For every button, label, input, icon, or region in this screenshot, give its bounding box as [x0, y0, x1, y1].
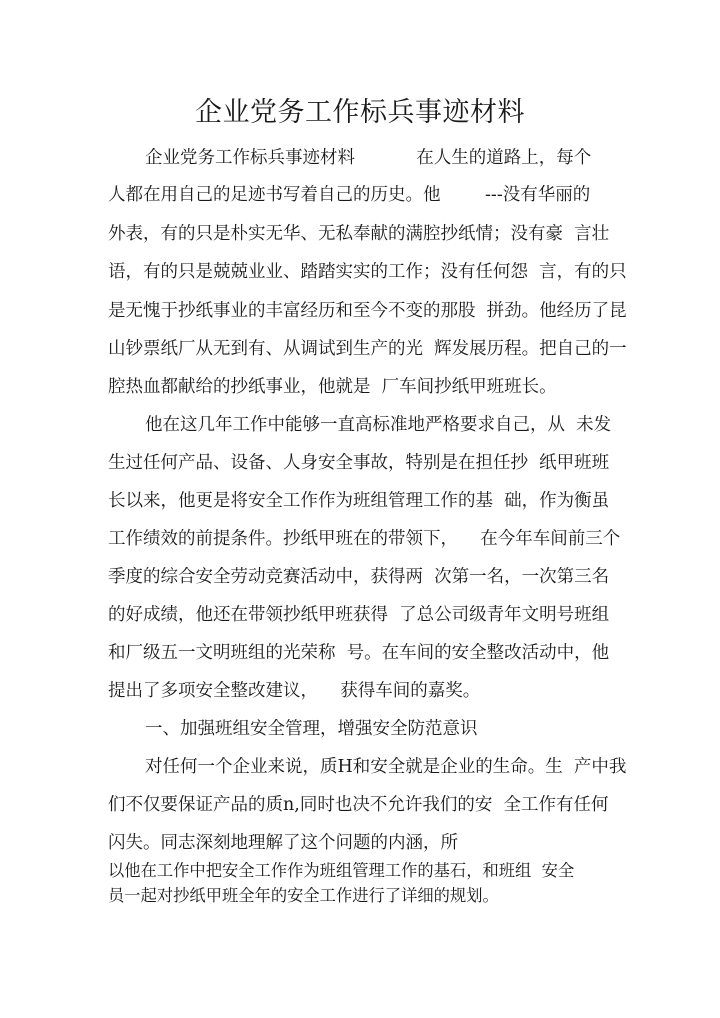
text-line: 季度的综合安全劳动竞赛活动中，获得两 次第一名，一次第三名	[108, 567, 610, 587]
text-line: 是无愧于抄纸事业的丰富经历和至今不变的那股 拼劲。他经历了昆	[108, 301, 627, 321]
text-line: 人都在用自己的足迹书写着自己的历史。他 ---没有华丽的	[108, 185, 591, 205]
text-line: 腔热血都献给的抄纸事业，他就是 厂车间抄纸甲班班长。	[108, 377, 557, 397]
text-line: 的好成绩，他还在带领抄纸甲班获得 了总公司级青年文明号班组	[108, 605, 610, 625]
text-line: 企业党务工作标兵事迹材料 在人生的道路上，每个	[145, 148, 592, 168]
text-line: 语，有的只是兢兢业业、踏踏实实的工作；没有任何怨 言，有的只	[108, 262, 627, 282]
text-line: 提出了多项安全整改建议， 获得车间的嘉奖。	[108, 681, 481, 701]
text-line: 员一起对抄纸甲班全年的安全工作进行了详细的规划。	[108, 886, 499, 905]
text-line: 生过任何产品、设备、人身安全事故，特别是在担任抄 纸甲班班	[108, 453, 610, 473]
text-line: 们不仅要保证产品的质n,同时也决不允许我们的安 全工作有任何	[108, 795, 609, 815]
text-line: 外表，有的只是朴实无华、无私奉献的满腔抄纸情；没有豪 言壮	[108, 224, 610, 244]
section-heading: 一、加强班组安全管理，增强安全防范意识	[145, 719, 478, 739]
text-line: 以他在工作中把安全工作作为班组管理工作的基石，和班组 安全	[108, 861, 575, 880]
text-line: 对任何一个企业来说，质H和安全就是企业的生命。生 产中我	[145, 757, 627, 777]
text-line: 他在这几年工作中能够一直高标准地严格要求自己，从 未发	[145, 415, 612, 435]
text-line: 和厂级五一文明班组的光荣称 号。在车间的安全整改活动中，他	[108, 643, 610, 663]
text-line: 工作绩效的前提条件。抄纸甲班在的带领下， 在今年车间前三个	[108, 529, 621, 549]
document-title: 企业党务工作标兵事迹材料	[195, 97, 525, 128]
text-line: 山钞票纸厂从无到有、从调试到生产的光 辉发展历程。把自己的一	[108, 339, 627, 359]
text-line: 长以来，他更是将安全工作作为班组管理工作的基 础，作为衡虽	[108, 491, 610, 511]
text-line: 闪失。同志深刻地理解了这个问题的内涵，所	[108, 833, 458, 853]
